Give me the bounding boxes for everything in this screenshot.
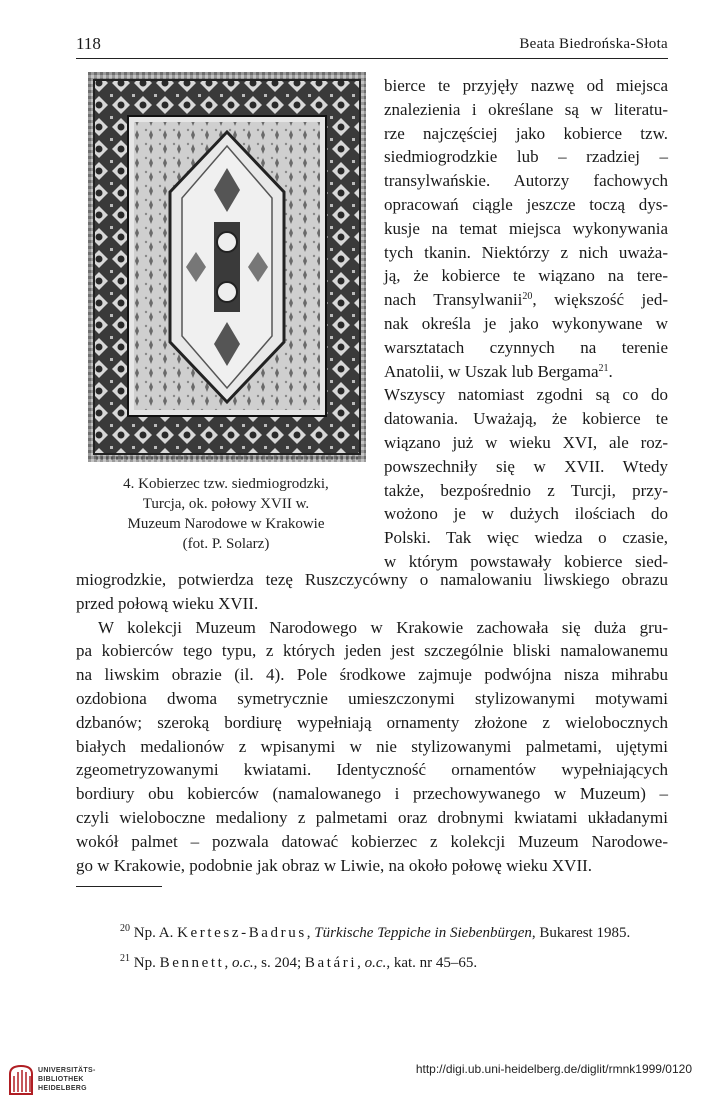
text-line: opracowań ciągle jeszcze toczą dys- (384, 194, 668, 214)
figure-caption (84, 474, 368, 554)
text-line: Polski. Tak więc wiedza o czasie, (384, 528, 668, 548)
text-line: miogrodzkie, potwierdza tezę Ruszczycówny o namalowaniu liwskiego obrazu (76, 570, 668, 589)
text-line (384, 288, 668, 312)
footnote-divider (76, 886, 162, 887)
text-line: kusje na temat miejsca wykonywania (384, 218, 668, 238)
footnote-title: o.c. (364, 955, 387, 971)
body-text (76, 568, 668, 877)
source-url[interactable]: http://digi.ub.uni-heidelberg.de/diglit/rmnk1999/0120 (415, 1062, 692, 1076)
text-line: pa kobierców tego typu, z których jeden jest szczególnie bliski namalowanemu (76, 641, 668, 661)
footnote-text: , kat. nr 45–65. (386, 955, 478, 971)
logo-line: HEIDELBERG (38, 1085, 87, 1092)
logo-line: UNIVERSITÄTS- (38, 1067, 96, 1074)
footnote-title: Türkische Teppiche in Siebenbürgen (314, 925, 532, 941)
footnote-20 (76, 922, 668, 944)
text-line: Wszyscy natomiast zgodni są co do (384, 385, 668, 405)
caption-line: Muzeum Narodowe w Krakowie (127, 516, 325, 532)
text-line: rze najczęściej jako kobierce tzw. (384, 123, 668, 143)
text-line: go w Krakowie, podobnie jak obraz w Liwie, na około połowę wieku XVII. (76, 855, 593, 875)
text-segment: , większość jed- (532, 290, 668, 310)
text-line: białych medalionów z wpisanymi w nie stylizowanymi palmetami, ujętymi (76, 736, 668, 756)
footnote-text: , (357, 955, 365, 971)
footnote-21 (76, 952, 668, 974)
carpet-photograph (88, 72, 366, 462)
footnote-author: Bennett (159, 955, 225, 971)
footnotes (76, 922, 668, 974)
caption-line: (fot. P. Solarz) (182, 536, 270, 552)
text-line: siedmiogrodzkie lub – rzadziej – (384, 147, 668, 167)
footnote-text: Np. A. (133, 925, 178, 941)
page-number: 118 (76, 34, 101, 53)
university-library-logo[interactable] (8, 1064, 118, 1098)
text-line: datowania. Uważają, że kobierce te (384, 409, 668, 429)
footnote-text: Np. (133, 955, 160, 971)
text-line: ją, że kobierce te wiązano na tere- (384, 266, 668, 286)
footnote-text: , s. 204; (253, 955, 305, 971)
text-line: przed połową wieku XVII. (76, 593, 259, 613)
footnote-ref-20[interactable]: 20 (522, 291, 533, 303)
footnote-text: , Bukarest 1985. (531, 925, 631, 941)
footnote-marker: 21 (120, 953, 130, 964)
footnote-text: , (306, 925, 315, 941)
text-line (384, 360, 668, 384)
text-line: czyli wieloboczne medaliony z palmetami oraz drobnymi kwiatami układanymi (76, 807, 668, 827)
caption-line: 4. Kobierzec tzw. siedmiogrodzki, (123, 476, 329, 492)
text-line: W kolekcji Muzeum Narodowego w Krakowie zachowała się duża gru- (98, 617, 668, 637)
footnote-marker: 20 (120, 923, 130, 934)
text-line: nak określa je jako wykonywane w (384, 313, 668, 333)
text-line: ozdobiona dwoma symetrycznie umieszczonymi stylizowanymi motywami (76, 688, 668, 708)
text-segment: nach Transylwanii (384, 290, 523, 310)
text-line: wożono je w dużych ilościach do (384, 504, 668, 524)
text-line: także, bezpośrednio z Turcji, przy- (384, 480, 668, 500)
figure-4 (84, 72, 368, 554)
page-header (76, 34, 668, 59)
text-line: wokół palmet – pozwala datować kobierzec z kolekcji Muzeum Narodowe- (76, 831, 668, 851)
logo-line: BIBLIOTHEK (38, 1076, 84, 1083)
text-line: znalezienia i określane są w literatu- (384, 99, 668, 119)
running-head: Beata Biedrońska-Słota (519, 36, 668, 52)
column-text (384, 74, 668, 574)
text-line: transylwańskie. Autorzy fachowych (384, 171, 668, 191)
text-line: w którym powstawały kobierce sied- (384, 551, 668, 571)
text-line: wiązano już w wieku XVI, ale roz- (384, 432, 668, 452)
text-line: dzbanów; szeroką bordiurę wypełniają ornamenty złożone z wielobocznych (76, 712, 668, 732)
logo-text (38, 1066, 96, 1093)
footnote-author: Kertesz-Badrus (177, 925, 307, 941)
text-segment: Anatolii, w Uszak lub Bergama (384, 361, 599, 381)
footnote-author: Batári (304, 955, 358, 971)
text-line: na liwskim obrazie (il. 4). Pole środkowe zajmuje podwójna nisza mihrabu (76, 665, 668, 685)
text-line: warsztatach czynnych na terenie (384, 337, 668, 357)
footnote-title: o.c. (231, 955, 254, 971)
heidelberg-logo-icon (8, 1064, 34, 1096)
footnote-text: , (224, 955, 232, 971)
text-line: bierce te przyjęły nazwę od miejsca (384, 76, 668, 95)
footnote-ref-21[interactable]: 21 (598, 362, 609, 374)
text-line: tych tkanin. Niektórzy z nich uważa- (384, 242, 668, 262)
text-segment: . (608, 361, 613, 381)
text-line: bordiury obu kobierców (namalowanego i przechowywanego w Muzeum) – (76, 784, 668, 804)
text-line: zgeometryzowanymi kwiatami. Identyczność ornamentów wypełniających (76, 760, 668, 780)
text-line: powszechniły się w XVII. Wtedy (384, 456, 668, 476)
caption-line: Turcja, ok. połowy XVII w. (142, 496, 310, 512)
